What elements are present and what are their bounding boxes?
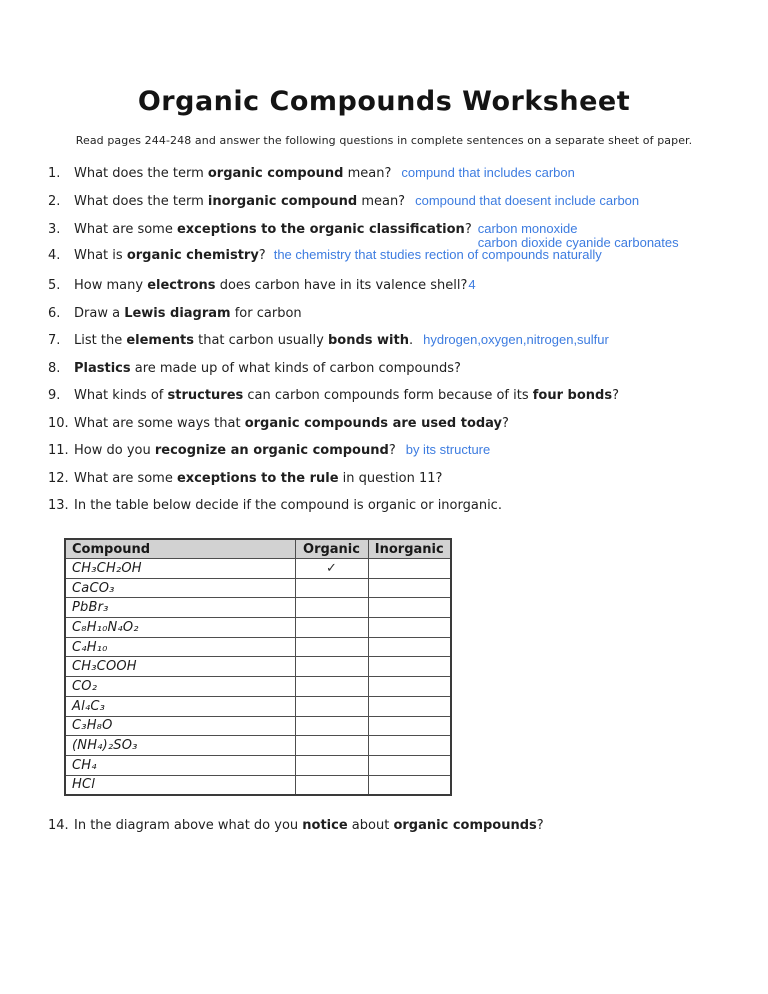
col-header-inorganic: Inorganic xyxy=(368,539,451,559)
inorganic-cell xyxy=(368,578,451,598)
question-line-8 xyxy=(48,361,748,377)
question-line-2 xyxy=(48,194,748,210)
inorganic-cell xyxy=(368,716,451,736)
question-line-14 xyxy=(48,818,748,834)
question-text: Plastics are made up of what kinds of carbon compounds? xyxy=(74,361,461,376)
question-number: 8. xyxy=(48,361,61,376)
inorganic-cell xyxy=(368,637,451,657)
question-text: What are some ways that organic compounds are used today? xyxy=(74,416,509,431)
inorganic-cell xyxy=(368,755,451,775)
question-line-3 xyxy=(48,222,748,250)
table-row xyxy=(65,677,451,697)
compound-formula: CH₄ xyxy=(65,755,295,775)
question-number: 6. xyxy=(48,306,61,321)
table-row xyxy=(65,775,451,795)
compound-formula: HCl xyxy=(65,775,295,795)
compound-table-wrap xyxy=(64,538,452,796)
question-text: How many electrons does carbon have in its valence shell?4 xyxy=(74,277,476,293)
question-line-9 xyxy=(48,388,748,404)
compound-formula: Al₄C₃ xyxy=(65,696,295,716)
question-text: How do you recognize an organic compound? by its structure xyxy=(74,442,491,458)
inorganic-cell xyxy=(368,618,451,638)
table-row xyxy=(65,736,451,756)
question-text: What does the term inorganic compound mean? compound that doesent include carbon xyxy=(74,193,640,209)
question-number: 2. xyxy=(48,194,61,209)
inorganic-cell xyxy=(368,696,451,716)
question-text: List the elements that carbon usually bonds with. hydrogen,oxygen,nitrogen,sulfur xyxy=(74,332,609,348)
organic-cell xyxy=(295,775,368,795)
organic-cell xyxy=(295,716,368,736)
question-number: 7. xyxy=(48,333,61,348)
question-line-12 xyxy=(48,471,748,487)
question-text: What is organic chemistry? the chemistry that studies rection of compounds naturally xyxy=(74,247,602,263)
student-answer-7: hydrogen,oxygen,nitrogen,sulfur xyxy=(423,332,609,347)
table-body xyxy=(65,559,451,796)
question-number: 12. xyxy=(48,471,69,486)
inorganic-cell xyxy=(368,598,451,618)
student-answer-2: compound that doesent include carbon xyxy=(415,193,640,208)
compound-formula: CaCO₃ xyxy=(65,578,295,598)
question-number: 1. xyxy=(48,166,61,181)
table-row xyxy=(65,598,451,618)
question-text: Draw a Lewis diagram for carbon xyxy=(74,306,302,321)
question-line-11 xyxy=(48,443,748,459)
table-row xyxy=(65,716,451,736)
question-line-6 xyxy=(48,306,748,322)
table-row xyxy=(65,618,451,638)
question-text: In the table below decide if the compound is organic or inorganic. xyxy=(74,498,502,513)
question-text: What are some exceptions to the organic classification? carbon monoxide carbon dioxide cyanide carbonates xyxy=(74,221,679,250)
table-row xyxy=(65,755,451,775)
student-answer-3: carbon monoxide carbon dioxide cyanide carbonates xyxy=(477,221,679,250)
question-line-4 xyxy=(48,248,748,264)
organic-cell: ✓ xyxy=(295,559,368,579)
organic-cell xyxy=(295,578,368,598)
question-number: 5. xyxy=(48,278,61,293)
organic-cell xyxy=(295,736,368,756)
table-row xyxy=(65,578,451,598)
compound-formula: CO₂ xyxy=(65,677,295,697)
student-answer-11: by its structure xyxy=(405,442,491,457)
question-number: 10. xyxy=(48,416,69,431)
compound-formula: CH₃COOH xyxy=(65,657,295,677)
organic-cell xyxy=(295,598,368,618)
table-row xyxy=(65,657,451,677)
compound-formula: CH₃CH₂OH xyxy=(65,559,295,579)
inorganic-cell xyxy=(368,677,451,697)
organic-cell xyxy=(295,696,368,716)
col-header-organic: Organic xyxy=(295,539,368,559)
inorganic-cell xyxy=(368,559,451,579)
question-text: What kinds of structures can carbon compounds form because of its four bonds? xyxy=(74,388,619,403)
compound-formula: C₄H₁₀ xyxy=(65,637,295,657)
question-text: What does the term organic compound mean? compund that includes carbon xyxy=(74,165,575,181)
organic-cell xyxy=(295,755,368,775)
page-title: Organic Compounds Worksheet xyxy=(137,86,631,117)
student-answer-4: the chemistry that studies rection of compounds naturally xyxy=(273,247,602,262)
question-number: 4. xyxy=(48,248,61,263)
table-header-row xyxy=(65,539,451,559)
instructions-text: Read pages 244-248 and answer the following questions in complete sentences on a separate sheet of paper. xyxy=(75,134,693,147)
compound-formula: PbBr₃ xyxy=(65,598,295,618)
question-number: 14. xyxy=(48,818,69,833)
table-row xyxy=(65,696,451,716)
question-line-13 xyxy=(48,498,748,514)
inorganic-cell xyxy=(368,775,451,795)
question-line-10 xyxy=(48,416,748,432)
table-row xyxy=(65,559,451,579)
organic-cell xyxy=(295,677,368,697)
question-text: What are some exceptions to the rule in question 11? xyxy=(74,471,443,486)
compound-table xyxy=(64,538,452,796)
question-number: 3. xyxy=(48,222,61,237)
inorganic-cell xyxy=(368,736,451,756)
student-answer-5: 4 xyxy=(468,277,476,292)
inorganic-cell xyxy=(368,657,451,677)
question-line-5 xyxy=(48,278,748,294)
student-answer-1: compund that includes carbon xyxy=(401,165,575,180)
question-number: 13. xyxy=(48,498,69,513)
compound-formula: (NH₄)₂SO₃ xyxy=(65,736,295,756)
table-row xyxy=(65,637,451,657)
organic-cell xyxy=(295,618,368,638)
organic-cell xyxy=(295,637,368,657)
question-number: 11. xyxy=(48,443,69,458)
compound-formula: C₈H₁₀N₄O₂ xyxy=(65,618,295,638)
question-line-7 xyxy=(48,333,748,349)
organic-cell xyxy=(295,657,368,677)
col-header-compound: Compound xyxy=(65,539,295,559)
compound-formula: C₃H₈O xyxy=(65,716,295,736)
question-number: 9. xyxy=(48,388,61,403)
question-line-1 xyxy=(48,166,748,182)
question-text: In the diagram above what do you notice about organic compounds? xyxy=(74,818,544,833)
